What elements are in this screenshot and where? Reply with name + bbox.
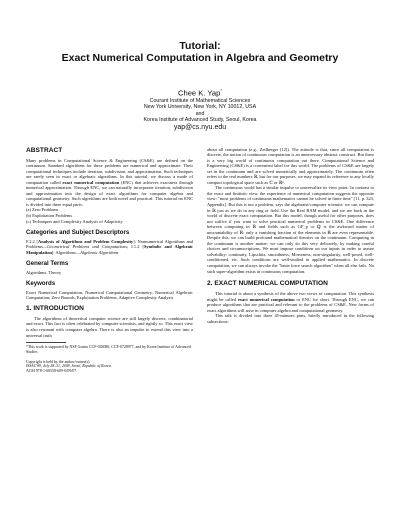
- abstract-text: Many problems in Computational Science & Engineering (CS&E) are defined on the continuum. Standard algorithms for these problems are numerical and approximate. Their computational techniques include iteration, subdivision, and approximation. Such techniques are rarely seen in exact or algebraic algorithms. In this tutorial, we discuss a mode of computation called exact numerical computation (ENC) that achieves exactness through numerical approximation. Through ENC, we can naturally incorporate iteration, subdivision and approximation into the design of exact algorithms for computer algebra and computational geometry. Such algorithms are both novel and practical. This tutorial on ENC is divided into three equal parts:: [26, 157, 193, 207]
- paper-title-line2: Exact Numerical Computation in Algebra and Geometry: [61, 52, 339, 64]
- two-column-body: [26, 147, 374, 375]
- paper-title-line1: Tutorial:: [179, 40, 221, 52]
- enc-section-text-2: This talk is divided into three 45-minutes parts, briefly introduced in the following subsections:: [207, 313, 374, 324]
- general-terms-text: Algorithms, Theory: [26, 269, 62, 275]
- categories-heading: Categories and Subject Descriptors: [26, 229, 130, 237]
- general-terms-heading: General Terms: [26, 260, 69, 268]
- keywords-heading: Keywords: [26, 280, 56, 288]
- left-column: [26, 147, 193, 375]
- author-email: yap@cs.nyu.edu: [173, 124, 227, 132]
- intro-paragraph-2: The continuous world has a similar impulse to universalize its view point. In contrast to the exact and finitistic view, the experience of numerical computation suggests the opposite view: "most problems of continuous mathematics cannot be solved in finite time" [11, p. 323, Appendix]. But this is not a problem, says the algebraist/computer scientist: we can compute in ℝ just as we do in any ring or field. Use the Real RAM model, and we are back in the world of discrete exact computation. But this model, though useful for other purposes, does not suffice if you want to solve practical numerical problems in CS&E. One difference between computing in ℝ and fields such as GF_p or ℚ is the awkward matter of uncountability of ℝ: only a vanishing fraction of the elements in ℝ are even representable. Despite this, we can build profound mathematical theories on the continuum. Computing in the continuum is another matter: we can only do this very delicately, by making careful choices and circumscriptions. We must impose conditions on our inputs in order to assure solvability: continuity, Lipschitz, smoothness, Morseness, non-singularity, well-posed, well-conditioned, etc. Such conditions are well-studied in applied mathematics. In discrete computation, we can always invoke the "brute force search algorithm" when all else fails. No such super-algorithm exists in continuous computation.: [207, 185, 374, 274]
- keywords-text: Exact Numerical Computation, Numerical Computational Geometry, Numerical Algebraic Computation; Zero Bounds, Exploitation Problems, Adaptive Complexity Analysis: [26, 289, 193, 301]
- footnote-divider: [26, 342, 66, 343]
- right-column: [207, 147, 374, 375]
- author-footnote-marker: *: [220, 88, 222, 93]
- categories-text: F.2.2 [Analysis of Algorithms and Problem Complexity]: Nonnumerical Algorithms and Problems—Geometrical Problems and Computations; I.1.2 [Symbolic and Algebraic Manipulation]: Algorithms—Algebraic Algorithms: [26, 238, 193, 255]
- introduction-heading: 1. INTRODUCTION: [26, 304, 84, 312]
- affiliation-1: Courant Institute of Mathematical Sciences: [149, 97, 251, 104]
- abstract-heading: ABSTRACT: [26, 146, 63, 154]
- affiliation-2: New York University, New York, NY 10012, USA: [143, 104, 257, 111]
- enc-section-text: This tutorial is about a synthesis of the above two views of computation. This synthesis might be called exact numerical computation or ENC for short. Through ENC, we can produce algorithms that are practical and relevant to the problems of CS&E. New forms of exact algorithms will arise in computer algebra and computational geometry.: [207, 291, 375, 313]
- abstract-parts-list: [26, 207, 193, 224]
- author-name: Chee K. Yap*: [178, 88, 222, 98]
- affiliation-and: and: [195, 110, 205, 117]
- copyright-notice: Copyright is held by the author/owner(s). ISSAC'09, July 28–31, 2009, Seoul, Republic of Korea. ACM 978-1-60558-609-0/09/07.: [26, 359, 112, 374]
- funding-footnote: *This work is supported by NSF Grants CCF-043086, CCF-0728977, and by Korea Institute of Advanced Studies: [26, 345, 191, 354]
- list-item: (b) Exploitation Problems: [26, 213, 73, 218]
- list-item: (c) Techniques and Complexity Analysis of Adaptivity: [26, 218, 123, 224]
- intro-continued-paragraph: about all computation (e.g., Zeilberger [12]). The attitude is that, since all computation is discrete, the notion of continuous computation is an unnecessary abstract construct. But there is a very big world of continuous computation out there. Computational Science and Engineering (CS&E) is a convenient label for this world. The problems of CS&E are largely set in the continuum and are solved numerically and approximately. The continuum often refers to the real numbers ℝ, but for our purposes, we may expand its reference to any locally compact topological space such as ℂ or ℝⁿ.: [207, 146, 374, 185]
- introduction-text: The algorithms of theoretical computer science are still largely discrete, combinatorial and exact. This fact is often celebrated by computer scientists, and rightly so. This exact view is also resonant with computer algebra. There is also an impulse to extend this view into a universal truth: [26, 315, 193, 338]
- list-item: (a) Zero Problems: [26, 207, 59, 213]
- author-block: [26, 86, 374, 133]
- enc-section-heading: 2. EXACT NUMERICAL COMPUTATION: [207, 280, 328, 288]
- title-block: [26, 40, 374, 64]
- affiliation-3: Korea Institute of Advanced Study, Seoul, Korea: [143, 117, 257, 124]
